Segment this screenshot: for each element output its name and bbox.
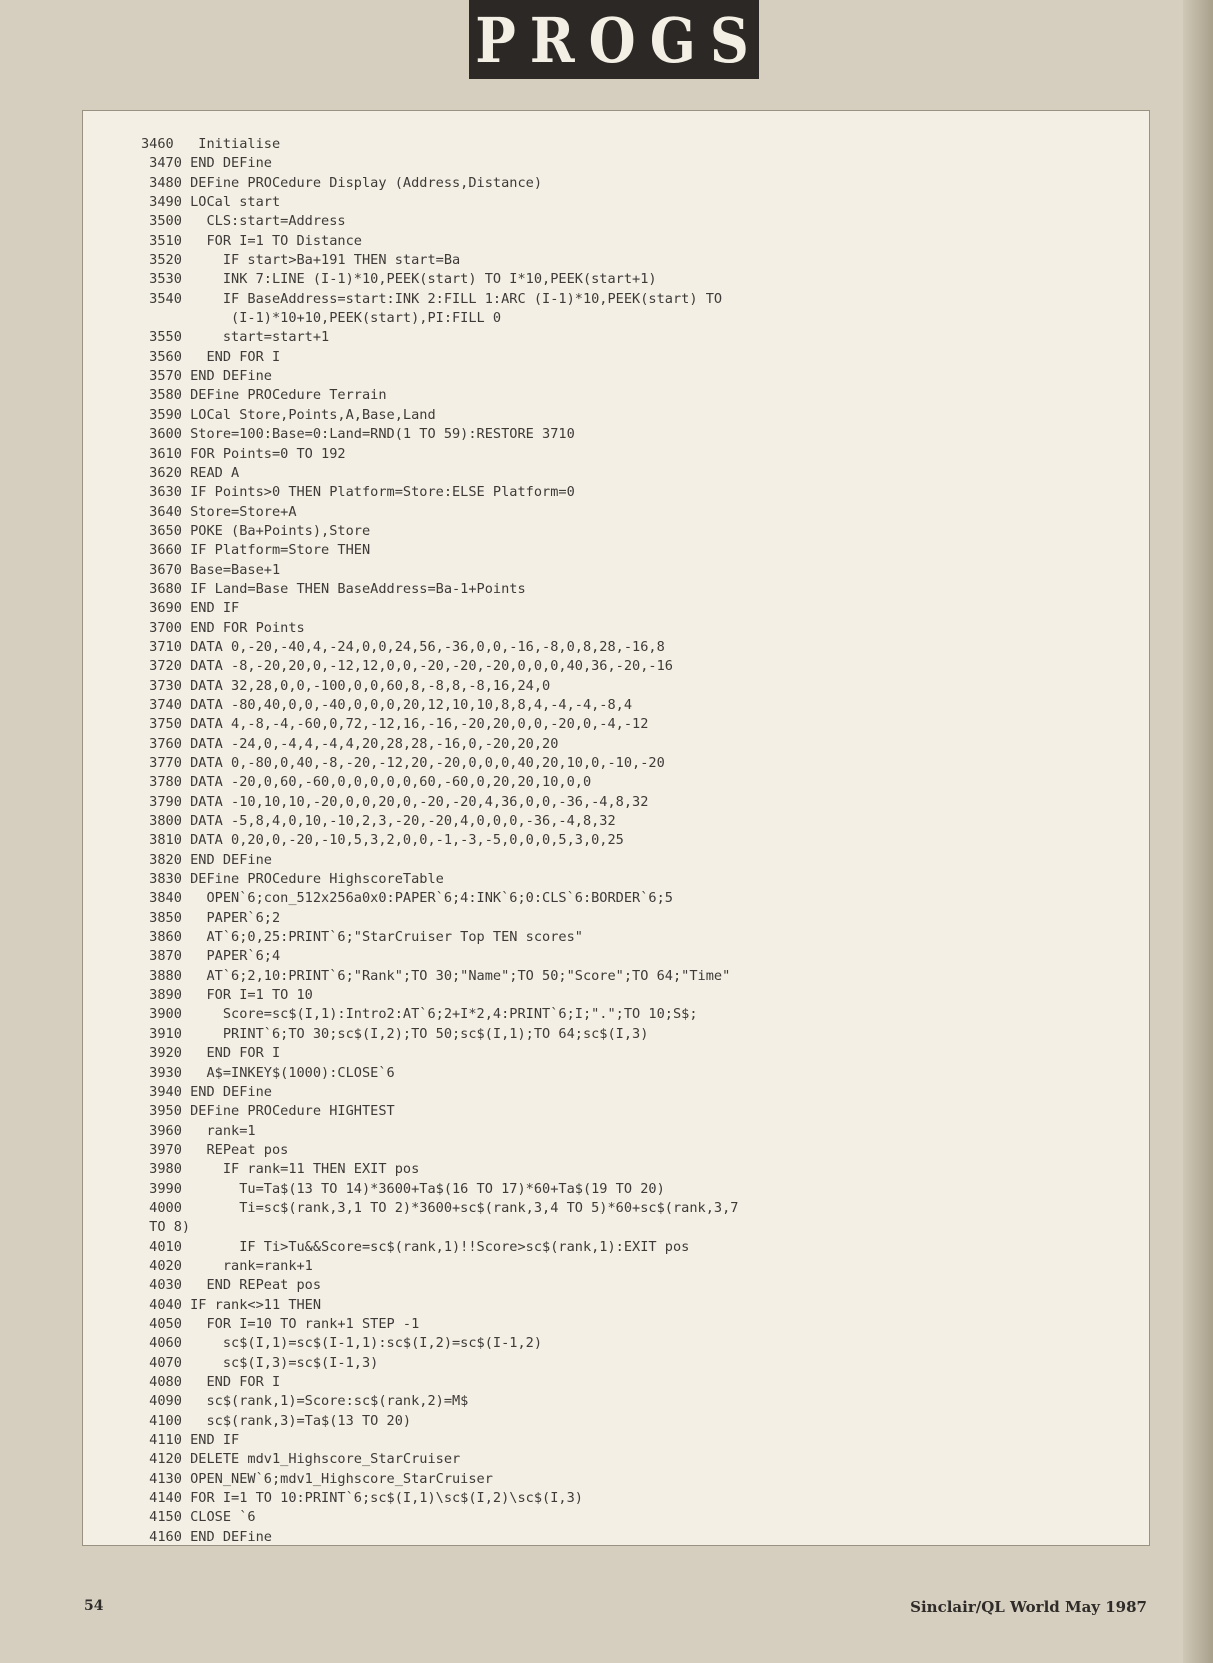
code-line: 3730 DATA 32,28,0,0,-100,0,0,60,8,-8,8,-8,16,24,0 [141, 677, 551, 694]
code-line: 3950 DEFine PROCedure HIGHTEST [141, 1103, 395, 1120]
code-line: 3620 READ A [141, 464, 240, 481]
code-line: 3530 INK 7:LINE (I-1)*10,PEEK(start) TO I*10,PEEK(start+1) [141, 271, 657, 288]
code-line: 3780 DATA -20,0,60,-60,0,0,0,0,0,60,-60,0,20,20,10,0,0 [141, 774, 592, 791]
code-line: 3660 IF Platform=Store THEN [141, 542, 371, 559]
code-line: 3890 FOR I=1 TO 10 [141, 987, 313, 1004]
code-line: 3700 END FOR Points [141, 619, 305, 636]
code-line: 3750 DATA 4,-8,-4,-60,0,72,-12,16,-16,-20,20,0,0,-20,0,-4,-12 [141, 716, 649, 733]
code-line: 4110 END IF [141, 1432, 240, 1449]
program-listing-box [82, 110, 1150, 1546]
code-line: 4010 IF Ti>Tu&&Score=sc$(rank,1)!!Score>sc$(rank,1):EXIT pos [141, 1238, 690, 1255]
code-line: 4030 END REPeat pos [141, 1277, 322, 1294]
code-line: 3900 Score=sc$(I,1):Intro2:AT`6;2+I*2,4:PRINT`6;I;".";TO 10;S$; [141, 1006, 698, 1023]
code-line: 3510 FOR I=1 TO Distance [141, 232, 362, 249]
section-title: PROGS [475, 2, 763, 77]
code-line: 3670 Base=Base+1 [141, 561, 281, 578]
code-line: 4150 CLOSE `6 [141, 1509, 256, 1526]
code-line: TO 8) [141, 1219, 191, 1236]
code-line: 4060 sc$(I,1)=sc$(I-1,1):sc$(I,2)=sc$(I-1,2) [141, 1335, 543, 1352]
code-line: 3870 PAPER`6;4 [141, 948, 281, 965]
code-line: 3600 Store=100:Base=0:Land=RND(1 TO 59):RESTORE 3710 [141, 426, 575, 443]
code-line: 4100 sc$(rank,3)=Ta$(13 TO 20) [141, 1412, 412, 1429]
code-line: 3800 DATA -5,8,4,0,10,-10,2,3,-20,-20,4,0,0,0,-36,-4,8,32 [141, 813, 616, 830]
code-line: 4080 END FOR I [141, 1374, 281, 1390]
code-line: 4160 END DEFine [141, 1528, 272, 1545]
code-line: 3920 END FOR I [141, 1045, 281, 1062]
program-listing [141, 135, 738, 1547]
code-line: 3860 AT`6;0,25:PRINT`6;"StarCruiser Top TEN scores" [141, 929, 583, 946]
code-line: 3940 END DEFine [141, 1083, 272, 1100]
code-line: 4020 rank=rank+1 [141, 1257, 313, 1274]
code-line: 3830 DEFine PROCedure HighscoreTable [141, 871, 444, 888]
code-line: 3590 LOCal Store,Points,A,Base,Land [141, 406, 436, 423]
magazine-issue: Sinclair/QL World May 1987 [910, 1598, 1147, 1616]
code-line: 3540 IF BaseAddress=start:INK 2:FILL 1:ARC (I-1)*10,PEEK(start) TO [141, 290, 723, 307]
code-line: 4120 DELETE mdv1_Highscore_StarCruiser [141, 1451, 461, 1468]
code-line: 3930 A$=INKEY$(1000):CLOSE`6 [141, 1064, 395, 1081]
code-line: 4040 IF rank<>11 THEN [141, 1296, 322, 1313]
code-line: 4130 OPEN_NEW`6;mdv1_Highscore_StarCruiser [141, 1470, 493, 1487]
code-line: 4090 sc$(rank,1)=Score:sc$(rank,2)=M$ [141, 1393, 469, 1410]
code-line: 3970 REPeat pos [141, 1141, 289, 1158]
code-line: 3650 POKE (Ba+Points),Store [141, 522, 371, 539]
code-line: 4140 FOR I=1 TO 10:PRINT`6;sc$(I,1)\sc$(I,2)\sc$(I,3) [141, 1490, 583, 1507]
code-line: 3460 Initialise [141, 136, 281, 152]
code-line: 4050 FOR I=10 TO rank+1 STEP -1 [141, 1315, 420, 1332]
code-line: 3850 PAPER`6;2 [141, 909, 281, 926]
code-line: 3490 LOCal start [141, 194, 281, 211]
section-header [469, 0, 763, 79]
code-line: 3990 Tu=Ta$(13 TO 14)*3600+Ta$(16 TO 17)*60+Ta$(19 TO 20) [141, 1180, 665, 1197]
code-line: 3980 IF rank=11 THEN EXIT pos [141, 1161, 420, 1178]
code-line: 3690 END IF [141, 600, 240, 617]
page-edge-shadow [1183, 0, 1213, 1663]
code-line: 3680 IF Land=Base THEN BaseAddress=Ba-1+Points [141, 580, 526, 597]
code-line: 3560 END FOR I [141, 348, 281, 365]
code-line: 3520 IF start>Ba+191 THEN start=Ba [141, 252, 461, 269]
code-line: 3720 DATA -8,-20,20,0,-12,12,0,0,-20,-20,-20,0,0,0,40,36,-20,-16 [141, 658, 673, 675]
code-line: 3960 rank=1 [141, 1122, 256, 1139]
code-line: 3500 CLS:start=Address [141, 213, 346, 230]
code-line: 3910 PRINT`6;TO 30;sc$(I,2);TO 50;sc$(I,1);TO 64;sc$(I,3) [141, 1025, 649, 1042]
code-line: 3810 DATA 0,20,0,-20,-10,5,3,2,0,0,-1,-3,-5,0,0,0,5,3,0,25 [141, 832, 624, 849]
code-line: (I-1)*10+10,PEEK(start),PI:FILL 0 [141, 310, 502, 327]
code-line: 4000 Ti=sc$(rank,3,1 TO 2)*3600+sc$(rank,3,4 TO 5)*60+sc$(rank,3,7 [141, 1199, 739, 1216]
code-line: 3820 END DEFine [141, 851, 272, 868]
code-line: 3640 Store=Store+A [141, 503, 297, 520]
code-line: 3550 start=start+1 [141, 329, 330, 346]
code-line: 3470 END DEFine [141, 155, 272, 172]
page-number: 54 [84, 1598, 104, 1614]
code-line: 3740 DATA -80,40,0,0,-40,0,0,0,20,12,10,10,8,8,4,-4,-4,-8,4 [141, 696, 633, 713]
code-line: 3770 DATA 0,-80,0,40,-8,-20,-12,20,-20,0,0,0,40,20,10,0,-10,-20 [141, 755, 665, 771]
code-line: 3710 DATA 0,-20,-40,4,-24,0,0,24,56,-36,0,0,-16,-8,0,8,28,-16,8 [141, 638, 665, 655]
code-line: 3580 DEFine PROCedure Terrain [141, 387, 387, 404]
code-line: 3840 OPEN`6;con_512x256a0x0:PAPER`6;4:INK`6;0:CLS`6:BORDER`6;5 [141, 890, 673, 907]
code-line: 3790 DATA -10,10,10,-20,0,0,20,0,-20,-20,4,36,0,0,-36,-4,8,32 [141, 793, 649, 810]
code-line: 3880 AT`6;2,10:PRINT`6;"Rank";TO 30;"Name";TO 50;"Score";TO 64;"Time" [141, 967, 731, 984]
code-line: 4070 sc$(I,3)=sc$(I-1,3) [141, 1354, 379, 1371]
code-line: 3760 DATA -24,0,-4,4,-4,4,20,28,28,-16,0,-20,20,20 [141, 735, 559, 752]
code-line: 3610 FOR Points=0 TO 192 [141, 445, 346, 462]
code-line: 3630 IF Points>0 THEN Platform=Store:ELSE Platform=0 [141, 484, 575, 501]
code-line: 3480 DEFine PROCedure Display (Address,Distance) [141, 174, 543, 191]
code-line: 3570 END DEFine [141, 368, 272, 385]
